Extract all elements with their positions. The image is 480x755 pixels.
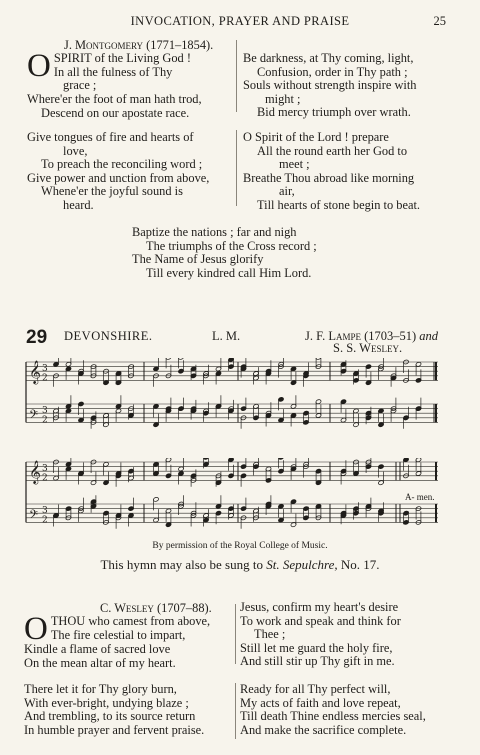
- hymn1-left-stanza-1-end: [27, 93, 233, 120]
- time-signature: 3: [42, 464, 48, 475]
- hymn1-left-stanza-1: [27, 48, 233, 93]
- verse-line: To preach the reconciling word ;: [41, 157, 203, 172]
- verse-line: air,: [279, 184, 295, 199]
- verse-line: Give power and unction from above,: [27, 170, 210, 185]
- verse-line: Bid mercy triumph over wrath.: [257, 105, 411, 120]
- treble-clef-icon: 𝄞: [29, 359, 41, 384]
- verse-line: On the mean altar of my heart.: [24, 655, 176, 670]
- column-divider: [236, 40, 237, 112]
- hymn2-right-stanza-2: [240, 683, 455, 737]
- verse-line: Kindle a flame of sacred love: [24, 642, 171, 656]
- verse-line: Where'er the foot of man hath trod,: [27, 92, 202, 106]
- verse-line: O Spirit of the Lord ! prepare: [243, 130, 389, 144]
- verse-line: Descend on our apostate race.: [41, 105, 190, 120]
- hymn2-left-stanza-1-end: [24, 643, 234, 670]
- time-signature: 2: [42, 373, 48, 384]
- hymn1-final-stanza: [132, 226, 392, 280]
- verse-line: Till death Thine endless mercies seal,: [240, 709, 426, 724]
- verse-line: All the round earth her God to: [257, 143, 408, 158]
- tune-composer-2: S. S. Wesley.: [333, 341, 403, 355]
- verse-line: And trembling, to its source return: [24, 709, 196, 724]
- verse-line: Whene'er the joyful sound is: [41, 184, 183, 199]
- verse-line: In humble prayer and fervent praise.: [24, 722, 205, 737]
- alternate-tune-note: [0, 557, 480, 573]
- verse-line: To work and speak and think for: [240, 613, 401, 628]
- verse-line: meet ;: [279, 157, 310, 172]
- time-signature: 3: [42, 506, 48, 517]
- page-number: 25: [433, 14, 446, 28]
- bass-clef-icon: 𝄢: [29, 408, 39, 425]
- running-header: INVOCATION, PRAYER AND PRAISE: [130, 14, 350, 28]
- tune-name: DEVONSHIRE.: [64, 329, 153, 343]
- hymn2-right-stanza-1: [240, 601, 455, 669]
- verse-line: SPIRIT of the Living God !: [53, 51, 191, 65]
- permission-note: By permission of the Royal College of Music.: [152, 541, 328, 551]
- verse-line: Confusion, order in Thy path ;: [257, 64, 408, 79]
- alt-prefix: This hymn may also be sung to: [100, 557, 263, 572]
- verse-line: Give tongues of fire and hearts of: [27, 130, 194, 144]
- music-system-1: [24, 358, 444, 432]
- column-divider: [236, 130, 237, 206]
- time-signature: 2: [42, 515, 48, 526]
- composer-name: J. F. Lampe (1703–51): [305, 329, 417, 343]
- hymn2-left-stanza-2: [24, 683, 234, 737]
- verse-line: Still let me guard the holy fire,: [240, 640, 393, 655]
- verse-line: Jesus, confirm my heart's desire: [240, 600, 399, 614]
- alt-suffix: No. 17.: [340, 557, 380, 572]
- verse-line: Ready for all Thy perfect will,: [240, 682, 391, 696]
- time-signature: 3: [42, 406, 48, 417]
- amen-label: A- men.: [405, 492, 435, 502]
- verse-line: grace ;: [63, 78, 97, 93]
- hymn2-author: C. Wesley (1707–88).: [100, 601, 212, 615]
- tune-meter: L. M.: [212, 329, 241, 343]
- hymn1-author: J. Montgomery (1771–1854).: [64, 38, 214, 52]
- verse-line: There let it for Thy glory burn,: [24, 682, 177, 696]
- hymn1-left-stanza-2: [27, 131, 233, 213]
- hymn1-right-stanza-1: [243, 52, 453, 120]
- treble-clef-icon: 𝄞: [29, 459, 41, 484]
- hymn2-left-stanza-1: [24, 611, 234, 647]
- composer-and: and: [419, 329, 439, 343]
- tune-number: 29: [26, 327, 48, 348]
- alt-tune-name: St. Sepulchre,: [266, 557, 338, 572]
- hymn2-dropcap: O: [24, 611, 48, 647]
- verse-line: Breathe Thou abroad like morning: [243, 170, 415, 185]
- verse-line: Be darkness, at Thy coming, light,: [243, 51, 414, 65]
- verse-line: The fire celestial to impart,: [50, 627, 186, 642]
- verse-line: Thee ;: [254, 627, 286, 642]
- time-signature: 3: [42, 364, 48, 375]
- verse-line: In all the fulness of Thy: [53, 64, 173, 79]
- verse-line: love,: [63, 143, 88, 158]
- music-system-2: [24, 458, 444, 532]
- verse-line: My acts of faith and love repeat,: [240, 695, 401, 710]
- verse-line: Till every kindred call Him Lord.: [146, 265, 312, 280]
- verse-line: Souls without strength inspire with: [243, 78, 417, 93]
- verse-line: Baptize the nations ; far and nigh: [132, 225, 297, 239]
- verse-line: The triumphs of the Cross record ;: [146, 238, 317, 253]
- bass-clef-icon: 𝄢: [29, 508, 39, 525]
- time-signature: 2: [42, 473, 48, 484]
- column-divider: [235, 683, 236, 739]
- column-divider: [235, 604, 236, 664]
- hymn1-dropcap: O: [27, 48, 51, 84]
- verse-line: might ;: [265, 91, 301, 106]
- verse-line: And make the sacrifice complete.: [240, 722, 407, 737]
- verse-line: And still stir up Thy gift in me.: [240, 654, 395, 669]
- verse-line: THOU who camest from above,: [50, 614, 211, 628]
- verse-line: The Name of Jesus glorify: [132, 252, 264, 267]
- verse-line: Till hearts of stone begin to beat.: [257, 197, 421, 212]
- time-signature: 2: [42, 415, 48, 426]
- verse-line: heard.: [63, 197, 94, 212]
- hymn1-right-stanza-2: [243, 131, 453, 213]
- verse-line: With ever-bright, undying blaze ;: [24, 695, 189, 710]
